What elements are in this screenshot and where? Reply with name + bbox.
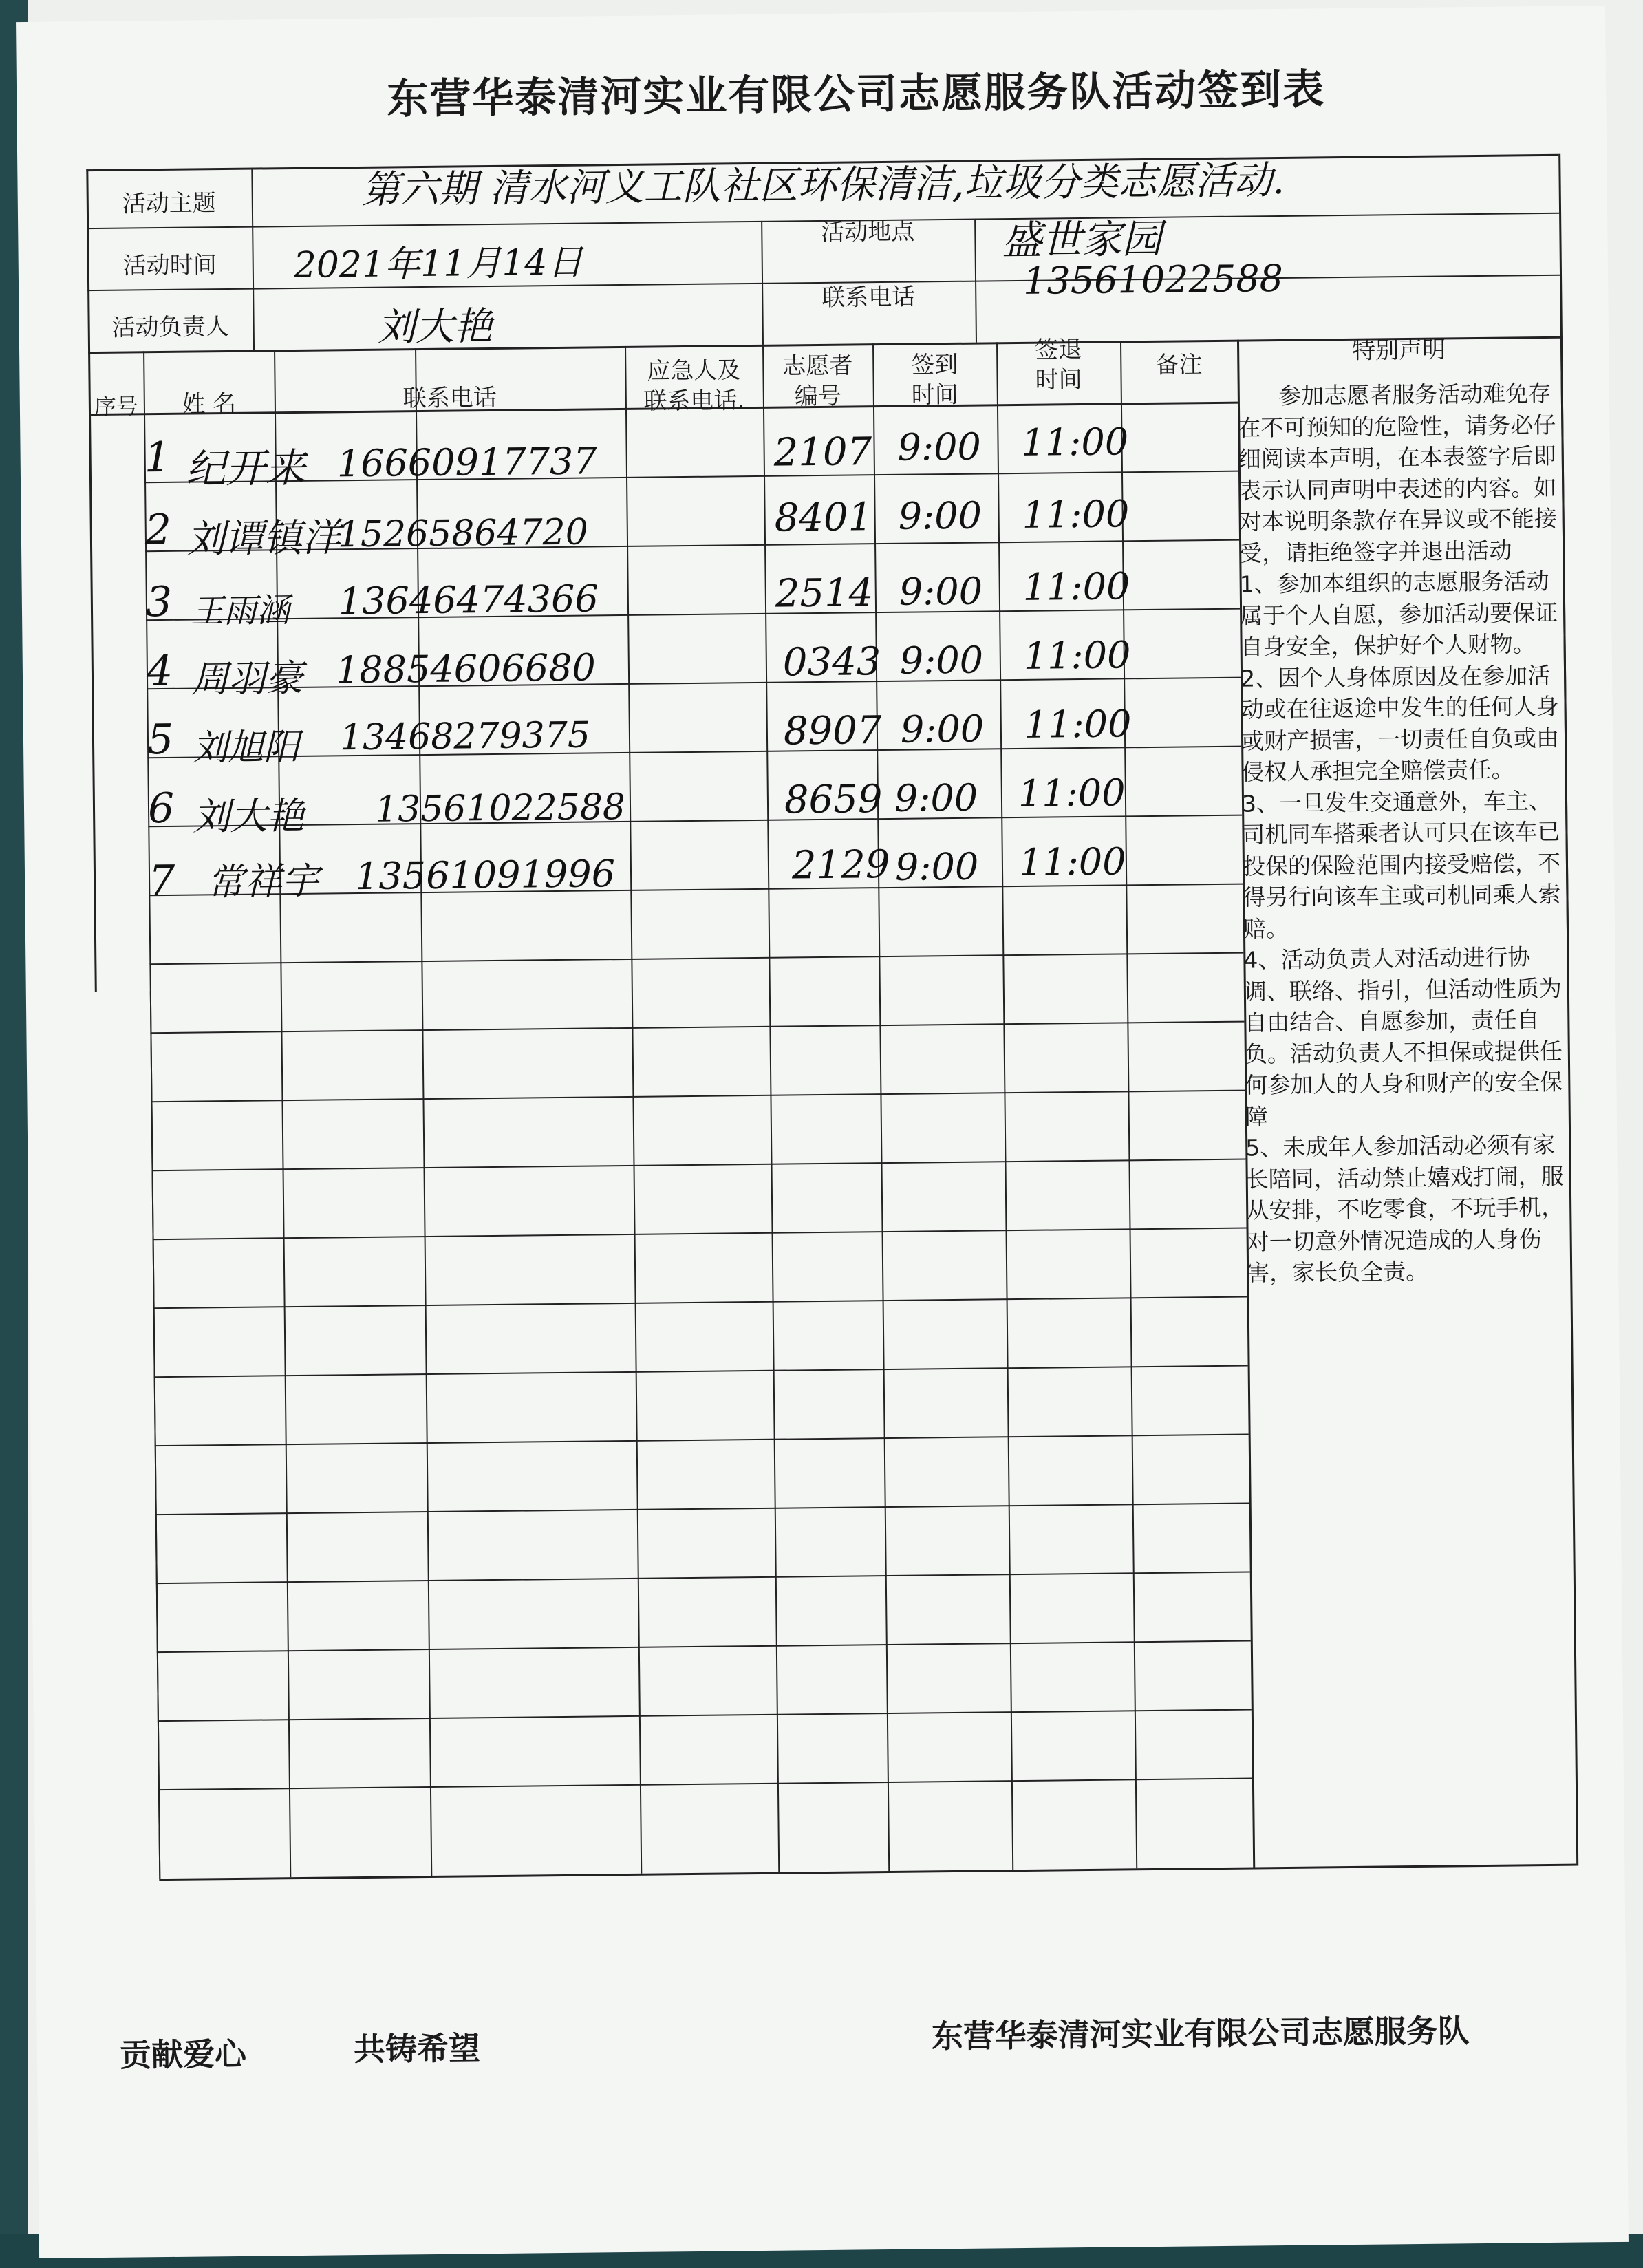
phone-label: 联系电话 xyxy=(822,283,916,312)
col-header-phone: 联系电话 xyxy=(402,383,497,413)
col-header-name: 姓 名 xyxy=(182,389,237,418)
row-seq: 5 xyxy=(147,715,174,764)
row-signout: 11:00 xyxy=(1022,492,1130,537)
row-seq: 6 xyxy=(147,784,175,833)
row-signout: 11:00 xyxy=(1018,771,1126,815)
header-divider xyxy=(87,221,761,229)
column-line xyxy=(415,348,432,1876)
column-line xyxy=(625,346,642,1874)
row-seq: 2 xyxy=(144,505,172,555)
row-line xyxy=(154,1365,1248,1378)
row-signout: 11:00 xyxy=(1021,420,1129,464)
row-phone: 13468279375 xyxy=(339,714,591,759)
col-header-seq: 序号 xyxy=(94,393,139,420)
page-title: 东营华泰清河实业有限公司志愿服务队活动签到表 xyxy=(386,65,1326,124)
row-signin: 9:00 xyxy=(900,707,985,751)
footer-slogan-2: 共铸希望 xyxy=(353,2029,481,2068)
col-header-signin xyxy=(872,349,997,411)
row-volunteer-id: 2107 xyxy=(773,429,872,475)
row-line xyxy=(152,1159,1246,1172)
column-line xyxy=(274,350,291,1877)
row-seq: 1 xyxy=(144,433,171,482)
row-volunteer-id: 0343 xyxy=(782,639,881,685)
row-name: 王雨涵 xyxy=(190,591,290,631)
row-line xyxy=(153,1228,1247,1241)
row-line xyxy=(144,471,1238,484)
declaration-item-1: 1、参加本组织的志愿服务活动属于个人自愿，参加活动要保证自身安全，保护好个人财物。 xyxy=(1239,567,1558,661)
table-bottom-border xyxy=(159,1864,1578,1881)
col-header-volunteer-id-line2: 编号 xyxy=(794,382,842,411)
col-header-signout-line2: 时间 xyxy=(1035,365,1082,394)
row-line xyxy=(155,1503,1249,1516)
theme-value: 第六期 清水河义工队社区环保清洁,垃圾分类志愿活动. xyxy=(361,158,1285,213)
row-name: 纪开来 xyxy=(185,444,306,493)
row-name: 刘旭阳 xyxy=(191,726,300,769)
row-line xyxy=(158,1709,1252,1722)
col-header-volunteer-id xyxy=(762,350,873,412)
row-phone: 16660917737 xyxy=(336,439,598,486)
footer-organization: 东营华泰清河实业有限公司志愿服务队 xyxy=(931,2012,1470,2055)
row-volunteer-id: 2129 xyxy=(791,842,890,888)
row-line xyxy=(156,1572,1250,1585)
row-line xyxy=(146,608,1240,621)
row-signout: 11:00 xyxy=(1022,564,1130,609)
col-header-signout-line1: 签退 xyxy=(1034,335,1082,364)
row-line xyxy=(147,746,1241,759)
special-declaration xyxy=(1238,378,1571,1289)
row-line xyxy=(157,1640,1251,1654)
row-phone: 13561022588 xyxy=(374,786,626,831)
row-line xyxy=(148,815,1242,828)
row-signout: 11:00 xyxy=(1018,839,1126,884)
col-header-signout xyxy=(996,334,1121,396)
sign-in-sheet xyxy=(16,6,1629,2258)
row-signin: 9:00 xyxy=(897,425,982,469)
declaration-intro: 参加志愿者服务活动难免存在不可预知的危险性，请务必仔细阅读本声明，在本表签字后即表示认同声明中表述的内容。如对本说明条款存在异议或不能接受，请拒绝签字并退出活动 xyxy=(1238,379,1557,567)
row-phone: 13561091996 xyxy=(354,852,616,899)
column-line xyxy=(872,343,890,1871)
row-signin: 9:00 xyxy=(899,569,983,614)
col-header-declaration: 特别声明 xyxy=(1351,336,1446,365)
row-phone: 13646474366 xyxy=(338,577,599,623)
row-name: 刘大艳 xyxy=(192,793,305,839)
col-header-emergency xyxy=(625,355,763,417)
row-line xyxy=(153,1296,1247,1309)
row-seq: 7 xyxy=(148,856,175,906)
row-signout: 11:00 xyxy=(1024,702,1132,747)
row-line xyxy=(147,677,1241,690)
location-label: 活动地点 xyxy=(821,217,915,246)
row-signin: 9:00 xyxy=(898,493,982,538)
footer-slogan-1: 贡献爱心 xyxy=(119,2035,247,2074)
header-vline xyxy=(86,169,97,992)
phone-value: 13561022588 xyxy=(1022,256,1284,303)
declaration-item-2: 2、因个人身体原因及在参加活动或在往返途中发生的任何人身或财产损害，一切责任自负或由侵权人承担完全赔偿责任。 xyxy=(1240,661,1560,786)
col-header-emergency-line2: 联系电话. xyxy=(643,387,745,416)
col-header-volunteer-id-line1: 志愿者 xyxy=(782,352,853,381)
leader-label: 活动负责人 xyxy=(111,312,229,342)
row-signin: 9:00 xyxy=(894,775,978,820)
row-line xyxy=(158,1778,1252,1791)
col-header-note: 备注 xyxy=(1155,351,1203,379)
leader-value: 刘大艳 xyxy=(376,303,493,350)
row-line xyxy=(150,1021,1244,1034)
time-label: 活动时间 xyxy=(122,251,217,280)
col-header-signin-line2: 时间 xyxy=(911,381,959,409)
row-signin: 9:00 xyxy=(894,844,979,889)
col-header-signin-line1: 签到 xyxy=(911,350,958,379)
column-line xyxy=(996,342,1013,1870)
row-signin: 9:00 xyxy=(899,638,984,683)
row-name: 常祥宇 xyxy=(206,859,319,904)
row-line xyxy=(149,952,1243,965)
declaration-item-4: 4、活动负责人对活动进行协调、联络、指引，但活动性质为自由结合、自愿参加，责任自负。活动负责人不担保或提供任何参加人的人身和财产的安全保障 xyxy=(1243,943,1563,1131)
row-name: 周羽豪 xyxy=(191,656,303,701)
seq-column-left xyxy=(150,991,161,1879)
row-line xyxy=(155,1434,1249,1447)
declaration-item-3: 3、一旦发生交通意外，车主、司机同车搭乘者认可只在该车已投保的保险范围内接受赔偿，不得另行向该车主或司机同乘人索赔。 xyxy=(1241,787,1561,943)
row-volunteer-id: 2514 xyxy=(775,570,874,617)
location-value: 盛世家园 xyxy=(1002,215,1162,264)
row-volunteer-id: 8907 xyxy=(783,708,882,754)
row-seq: 4 xyxy=(146,646,173,696)
theme-label: 活动主题 xyxy=(122,189,217,218)
row-name: 刘谭镇洋 xyxy=(186,515,341,562)
time-value: 2021年11月14日 xyxy=(293,242,583,286)
row-phone: 15265864720 xyxy=(337,511,589,556)
row-volunteer-id: 8401 xyxy=(774,495,873,541)
row-seq: 3 xyxy=(145,577,173,627)
row-line xyxy=(151,1090,1245,1103)
col-header-emergency-line1: 应急人及 xyxy=(647,356,741,385)
row-signout: 11:00 xyxy=(1023,633,1131,678)
row-phone: 18854606680 xyxy=(335,645,597,692)
row-volunteer-id: 8659 xyxy=(784,777,883,823)
declaration-item-5: 5、未成年人参加活动必须有家长陪同，活动禁止嬉戏打闹，服从安排，不吃零食，不玩手机，对一切意外情况造成的人身伤害，家长负全责。 xyxy=(1245,1131,1565,1287)
